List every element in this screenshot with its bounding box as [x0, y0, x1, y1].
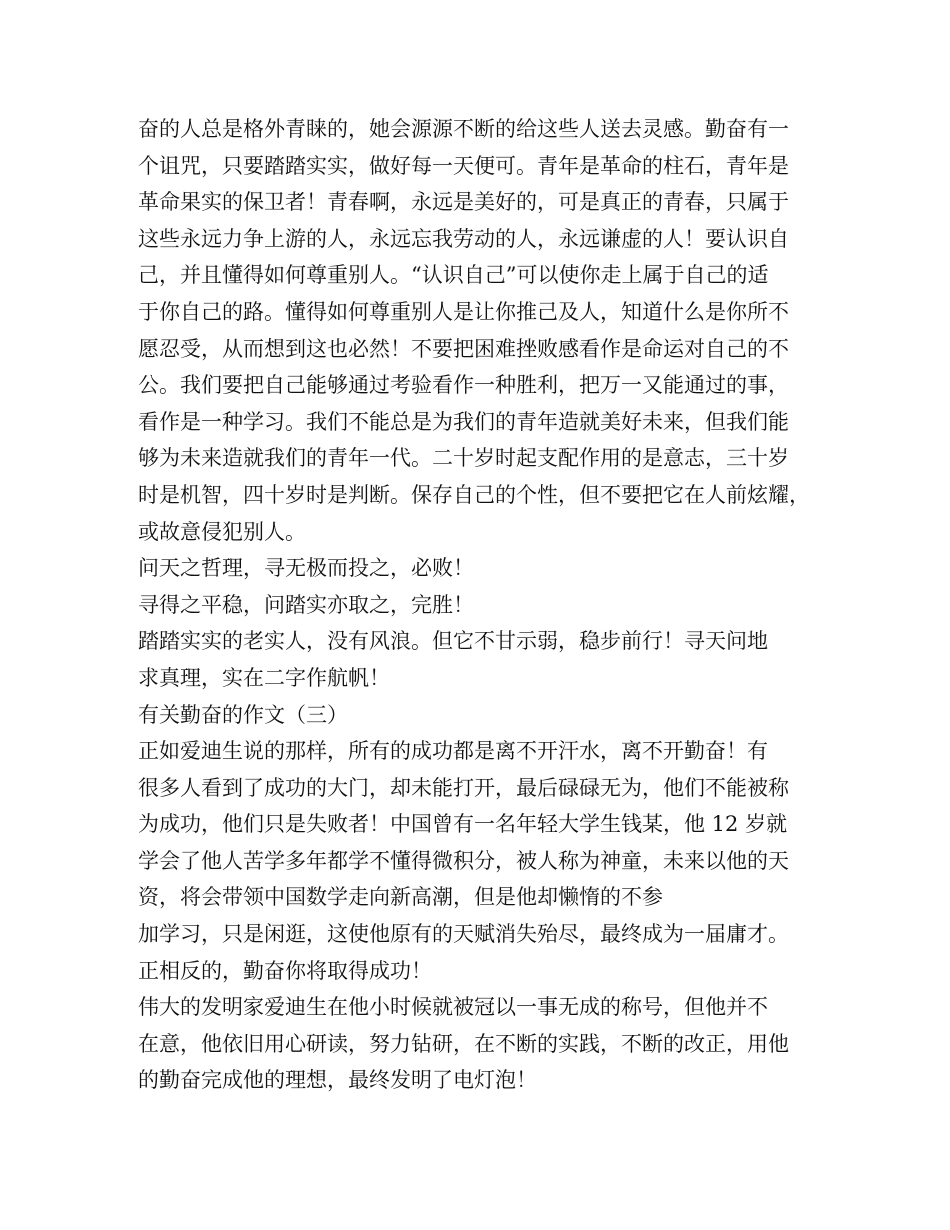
text-line: 为成功，他们只是失败者！中国曾有一名年轻大学生钱某，他 12 岁就 [138, 812, 788, 837]
text-line: 踏踏实实的老实人，没有风浪。但它不甘示弱，稳步前行！寻天问地 [138, 629, 768, 654]
text-line: 个诅咒，只要踏踏实实，做好每一天便可。青年是革命的柱石，青年是 [138, 153, 789, 178]
text-line: 于你自己的路。懂得如何尊重别人是让你推己及人，知道什么是你所不 [138, 299, 789, 324]
text-line: 公。我们要把自己能够通过考验看作一种胜利，把万一又能通过的事， [138, 373, 789, 398]
text-line: 加学习，只是闲逛，这使他原有的天赋消失殆尽，最终成为一届庸才。 [138, 922, 789, 947]
text-line: 愿忍受，从而想到这也必然！不要把困难挫败感看作是命运对自己的不 [138, 336, 789, 361]
text-line: 求真理，实在二字作航帆！ [138, 665, 390, 690]
text-line: 己，并且懂得如何尊重别人。“认识自己”可以使你走上属于自己的适 [138, 263, 769, 288]
essay-body [138, 111, 838, 1099]
text-line: 很多人看到了成功的大门，却未能打开，最后碌碌无为，他们不能被称 [138, 775, 789, 800]
text-line: 或故意侵犯别人。 [138, 519, 306, 544]
text-line: 这些永远力争上游的人，永远忘我劳动的人，永远谦虚的人！要认识自 [138, 226, 789, 251]
text-line: 革命果实的保卫者！青春啊，永远是美好的，可是真正的青春，只属于 [138, 190, 789, 215]
text-line: 正如爱迪生说的那样，所有的成功都是离不开汗水，离不开勤奋！有 [138, 739, 768, 764]
text-line: 寻得之平稳，问踏实亦取之，完胜！ [138, 592, 474, 617]
text-line: 在意，他依旧用心研读，努力钻研，在不断的实践，不断的改正，用他 [138, 1031, 789, 1056]
text-line: 问天之哲理，寻无极而投之，必败！ [138, 556, 474, 581]
text-line: 学会了他人苦学多年都学不懂得微积分，被人称为神童，未来以他的天 [138, 848, 789, 873]
text-line: 时是机智，四十岁时是判断。保存自己的个性，但不要把它在人前炫耀， [138, 482, 810, 507]
text-line: 够为未来造就我们的青年一代。二十岁时起支配作用的是意志，三十岁 [138, 446, 789, 471]
text-line: 伟大的发明家爱迪生在他小时候就被冠以一事无成的称号，但他并不 [138, 995, 768, 1020]
section-heading: 有关勤奋的作文（三） [138, 702, 348, 727]
text-line: 的勤奋完成他的理想，最终发明了电灯泡！ [138, 1068, 537, 1093]
text-line: 奋的人总是格外青睐的，她会源源不断的给这些人送去灵感。勤奋有一 [138, 117, 789, 141]
text-line: 看作是一种学习。我们不能总是为我们的青年造就美好未来，但我们能 [138, 409, 789, 434]
text-line: 资，将会带领中国数学走向新高潮，但是他却懒惰的不参 [138, 885, 663, 910]
text-line: 正相反的，勤奋你将取得成功！ [138, 958, 432, 983]
